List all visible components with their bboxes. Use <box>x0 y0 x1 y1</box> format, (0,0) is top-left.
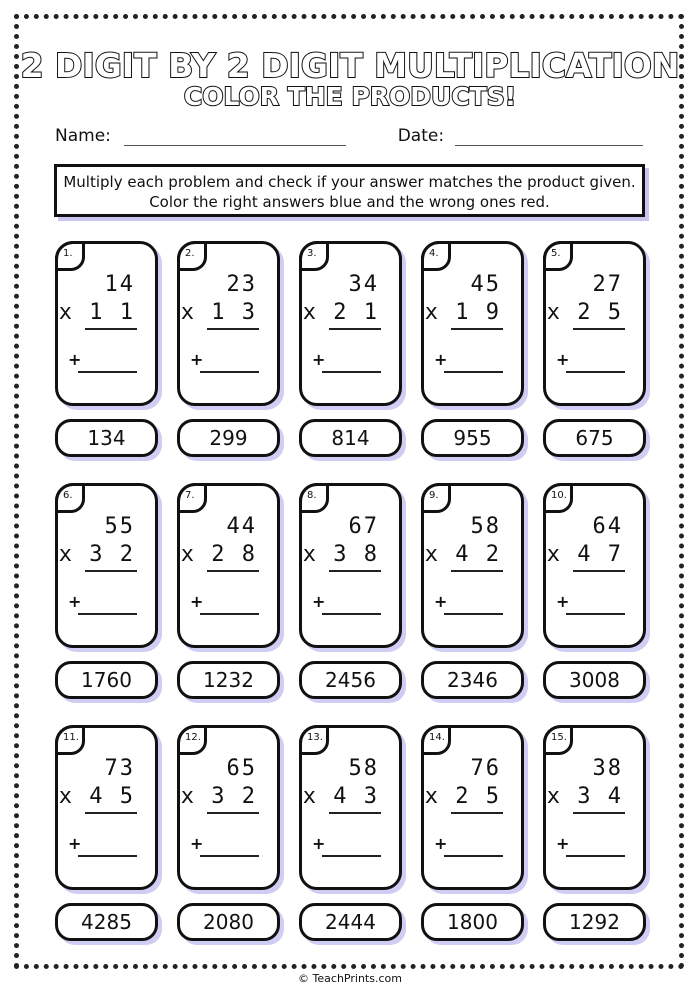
date-label: Date: <box>397 126 445 146</box>
multiplier: x 2 5 <box>546 300 623 325</box>
name-field[interactable] <box>124 127 346 146</box>
problem-card <box>177 483 280 648</box>
problem-card <box>55 483 158 648</box>
problem-number: 12. <box>177 725 207 755</box>
product-divider <box>207 812 259 814</box>
answer-line[interactable] <box>322 855 381 857</box>
multiplier: x 3 2 <box>58 542 135 567</box>
multiplier: x 3 4 <box>546 784 623 809</box>
problem-number: 4. <box>421 241 451 271</box>
product-divider <box>329 812 381 814</box>
product-divider <box>573 570 625 572</box>
problem-number: 6. <box>55 483 85 513</box>
multiplicand: 64 <box>592 514 623 539</box>
multiplier: x 4 3 <box>302 784 379 809</box>
multiplier: x 3 8 <box>302 542 379 567</box>
problem-card <box>421 725 524 890</box>
answer-line[interactable] <box>444 613 503 615</box>
multiplicand: 76 <box>470 756 501 781</box>
plus-sign: + <box>190 592 204 611</box>
product-pill[interactable]: 1232 <box>177 661 280 699</box>
product-pill[interactable]: 3008 <box>543 661 646 699</box>
multiplier: x 2 5 <box>424 784 501 809</box>
product-divider <box>85 812 137 814</box>
problem-card <box>543 241 646 406</box>
multiplicand: 67 <box>348 514 379 539</box>
problem-card <box>543 725 646 890</box>
instructions-box: Multiply each problem and check if your answer matches the product given. Color the right answers blue and the wrong ones red. <box>54 164 645 217</box>
product-divider <box>207 328 259 330</box>
problem-card <box>299 725 402 890</box>
problem-card <box>177 241 280 406</box>
product-pill[interactable]: 1292 <box>543 903 646 941</box>
plus-sign: + <box>312 350 326 369</box>
multiplicand: 58 <box>470 514 501 539</box>
plus-sign: + <box>312 592 326 611</box>
multiplicand: 58 <box>348 756 379 781</box>
problem-card <box>421 241 524 406</box>
product-divider <box>329 328 381 330</box>
answer-line[interactable] <box>322 371 381 373</box>
answer-line[interactable] <box>78 371 137 373</box>
product-pill[interactable]: 2346 <box>421 661 524 699</box>
problem-card <box>543 483 646 648</box>
problem-card <box>299 241 402 406</box>
multiplier: x 4 7 <box>546 542 623 567</box>
answer-line[interactable] <box>444 371 503 373</box>
problem-number: 11. <box>55 725 85 755</box>
plus-sign: + <box>556 592 570 611</box>
problem-number: 5. <box>543 241 573 271</box>
product-pill[interactable]: 2080 <box>177 903 280 941</box>
plus-sign: + <box>68 350 82 369</box>
answer-line[interactable] <box>322 613 381 615</box>
product-divider <box>451 812 503 814</box>
multiplier: x 1 9 <box>424 300 501 325</box>
plus-sign: + <box>556 350 570 369</box>
worksheet-title: 2 DIGIT BY 2 DIGIT MULTIPLICATION <box>20 46 680 85</box>
product-divider <box>85 570 137 572</box>
plus-sign: + <box>190 834 204 853</box>
multiplicand: 55 <box>104 514 135 539</box>
product-pill[interactable]: 814 <box>299 419 402 457</box>
multiplier: x 2 1 <box>302 300 379 325</box>
problem-card <box>299 483 402 648</box>
plus-sign: + <box>312 834 326 853</box>
problem-number: 13. <box>299 725 329 755</box>
problem-number: 14. <box>421 725 451 755</box>
problem-number: 9. <box>421 483 451 513</box>
product-pill[interactable]: 955 <box>421 419 524 457</box>
plus-sign: + <box>190 350 204 369</box>
answer-line[interactable] <box>78 613 137 615</box>
problem-number: 10. <box>543 483 573 513</box>
product-pill[interactable]: 2456 <box>299 661 402 699</box>
plus-sign: + <box>434 834 448 853</box>
answer-line[interactable] <box>78 855 137 857</box>
multiplicand: 34 <box>348 272 379 297</box>
answer-line[interactable] <box>200 855 259 857</box>
product-pill[interactable]: 1800 <box>421 903 524 941</box>
multiplicand: 73 <box>104 756 135 781</box>
problem-card <box>177 725 280 890</box>
product-divider <box>451 570 503 572</box>
multiplier: x 2 8 <box>180 542 257 567</box>
answer-line[interactable] <box>566 855 625 857</box>
multiplier: x 4 2 <box>424 542 501 567</box>
problem-number: 3. <box>299 241 329 271</box>
product-divider <box>207 570 259 572</box>
multiplier: x 4 5 <box>58 784 135 809</box>
plus-sign: + <box>68 592 82 611</box>
plus-sign: + <box>434 350 448 369</box>
product-divider <box>573 328 625 330</box>
worksheet-subtitle: COLOR THE PRODUCTS! <box>183 82 517 111</box>
problem-number: 2. <box>177 241 207 271</box>
problem-number: 7. <box>177 483 207 513</box>
answer-line[interactable] <box>200 613 259 615</box>
plus-sign: + <box>556 834 570 853</box>
answer-line[interactable] <box>200 371 259 373</box>
product-divider <box>451 328 503 330</box>
product-pill[interactable]: 2444 <box>299 903 402 941</box>
name-label: Name: <box>55 126 111 146</box>
product-pill[interactable]: 4285 <box>55 903 158 941</box>
product-divider <box>573 812 625 814</box>
multiplicand: 45 <box>470 272 501 297</box>
problem-card <box>55 241 158 406</box>
plus-sign: + <box>434 592 448 611</box>
multiplicand: 38 <box>592 756 623 781</box>
multiplicand: 44 <box>226 514 257 539</box>
multiplier: x 3 2 <box>180 784 257 809</box>
name-date-row <box>55 126 643 146</box>
problem-card <box>55 725 158 890</box>
product-divider <box>85 328 137 330</box>
answer-line[interactable] <box>566 613 625 615</box>
product-divider <box>329 570 381 572</box>
multiplier: x 1 3 <box>180 300 257 325</box>
multiplier: x 1 1 <box>58 300 135 325</box>
product-pill[interactable]: 675 <box>543 419 646 457</box>
problem-card <box>421 483 524 648</box>
answer-line[interactable] <box>444 855 503 857</box>
product-pill[interactable]: 1760 <box>55 661 158 699</box>
multiplicand: 65 <box>226 756 257 781</box>
product-pill[interactable]: 134 <box>55 419 158 457</box>
problem-number: 1. <box>55 241 85 271</box>
multiplicand: 27 <box>592 272 623 297</box>
multiplicand: 23 <box>226 272 257 297</box>
product-pill[interactable]: 299 <box>177 419 280 457</box>
answer-line[interactable] <box>566 371 625 373</box>
date-field[interactable] <box>455 127 643 146</box>
problem-number: 8. <box>299 483 329 513</box>
multiplicand: 14 <box>104 272 135 297</box>
copyright-footer: © TeachPrints.com <box>298 972 402 985</box>
plus-sign: + <box>68 834 82 853</box>
problem-number: 15. <box>543 725 573 755</box>
